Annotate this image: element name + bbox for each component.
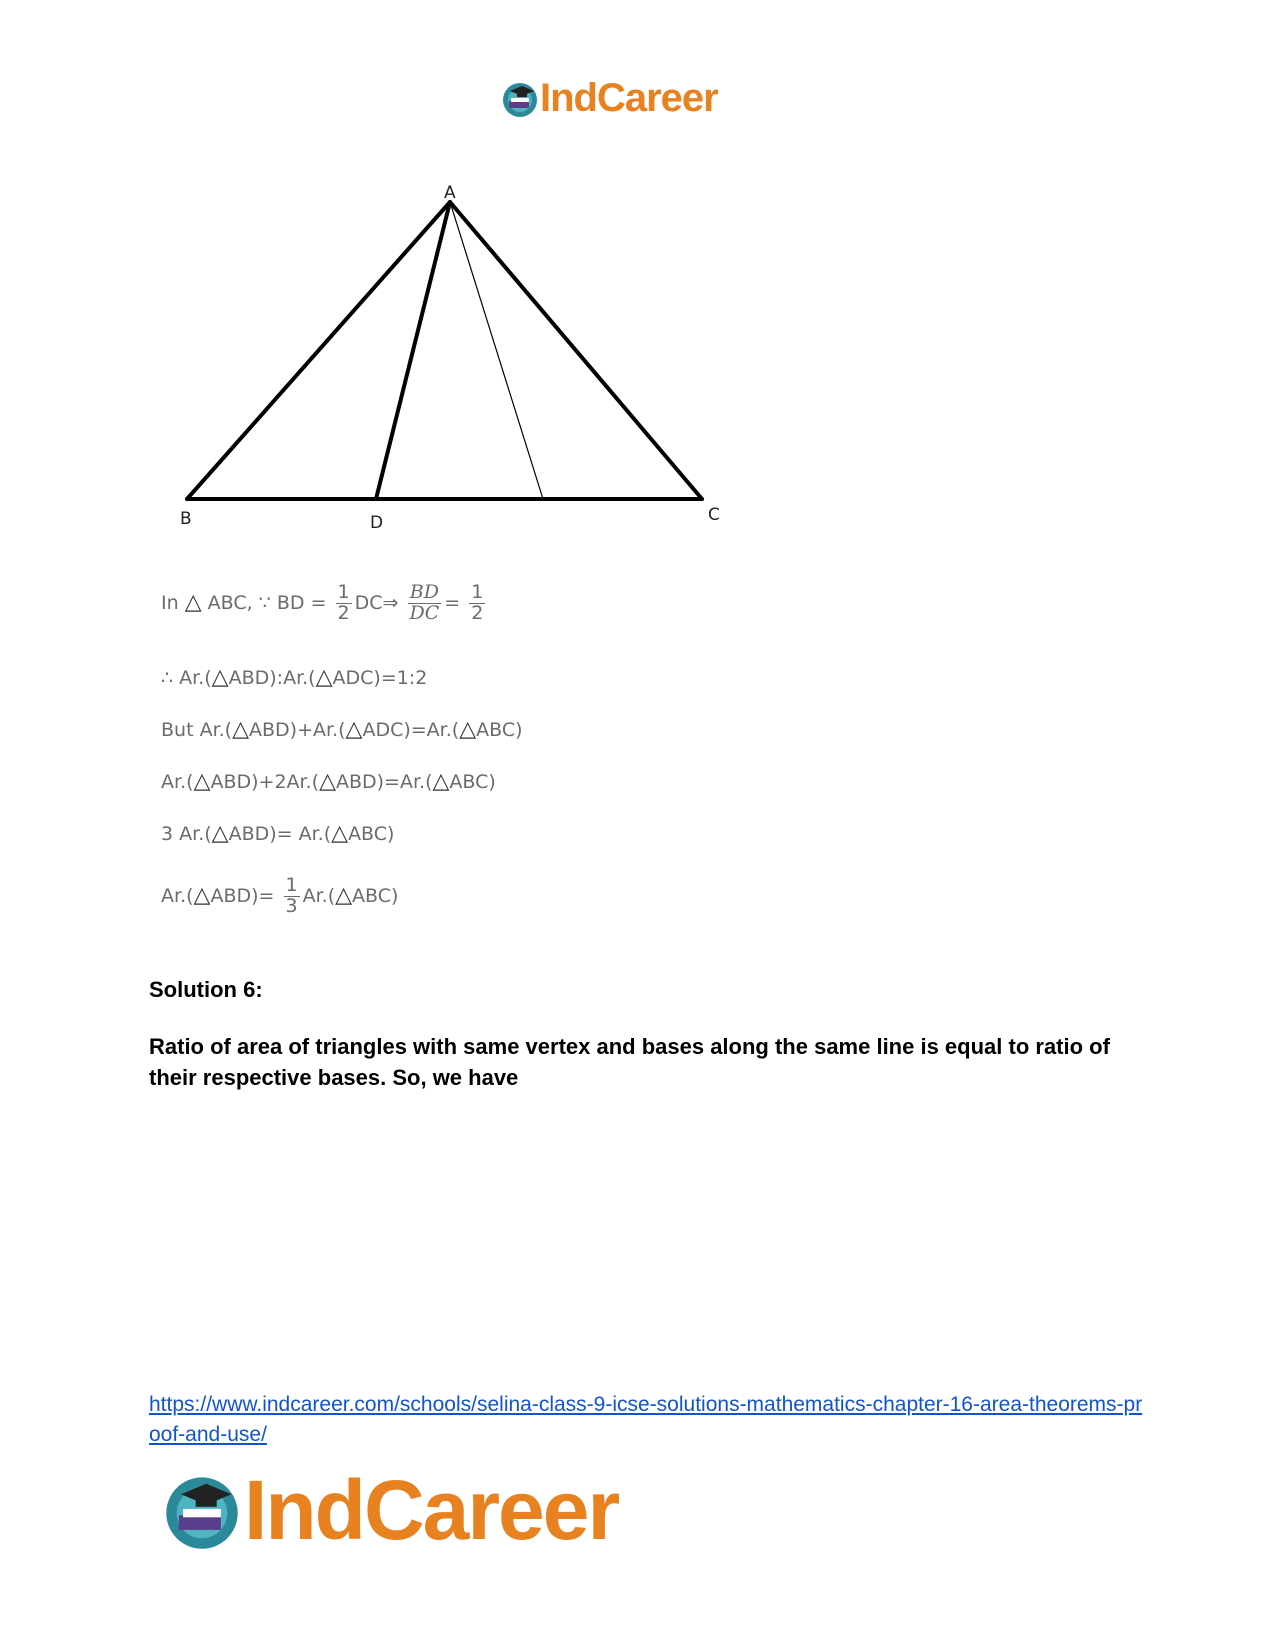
triangle-icon: △ xyxy=(211,821,229,846)
solution-heading: Solution 6: xyxy=(149,977,263,1002)
graduation-book-icon xyxy=(160,1469,244,1553)
math-line-5: 3 Ar.(△ABD)= Ar.(△ABC) xyxy=(161,821,395,846)
math-line-1: In △ ABC, ∵ BD = $\frac{1}{2}$ DC⇒ $\frac{BD}{DC}$ = $\frac{1}{2}$ xyxy=(161,581,484,624)
vertex-label-a: A xyxy=(444,185,456,203)
math-line-3: But Ar.(△ABD)+Ar.(△ADC)=Ar.(△ABC) xyxy=(161,717,523,742)
math-line-2: ∴ Ar.(△ABD):Ar.(△ADC)=1:2 xyxy=(161,665,428,690)
solution-text: Ratio of area of triangles with same vertex and bases along the same line is equal to ratio of their respective bases. So, we have xyxy=(149,1034,1110,1090)
triangle-icon: △ xyxy=(459,717,477,742)
math-line-4: Ar.(△ABD)+2Ar.(△ABD)=Ar.(△ABC) xyxy=(161,769,496,794)
fraction-bd-dc: $\frac{BD}{DC}$ xyxy=(409,581,440,624)
vertex-label-b: B xyxy=(180,509,192,529)
triangle-icon: △ xyxy=(184,589,202,615)
fraction-third: $\frac{1}{3}$ xyxy=(285,874,298,917)
vertex-label-d: D xyxy=(370,513,384,533)
triangle-icon: △ xyxy=(193,769,211,794)
triangle-icon: △ xyxy=(319,769,336,794)
side-ac xyxy=(450,202,702,499)
fraction-half: $\frac{1}{2}$ xyxy=(337,581,350,624)
footer-logo xyxy=(160,1462,618,1559)
triangle-icon: △ xyxy=(315,665,333,690)
logo-text: IndCareer xyxy=(244,1463,619,1557)
triangle-icon: △ xyxy=(345,717,363,742)
triangle-icon: △ xyxy=(432,769,450,794)
logo-text: IndCareer xyxy=(540,76,718,120)
triangle-icon: △ xyxy=(331,821,349,846)
triangle-icon: △ xyxy=(335,882,353,908)
triangle-icon: △ xyxy=(211,665,229,690)
segment-ae xyxy=(450,202,543,499)
source-link[interactable]: https://www.indcareer.com/schools/selina-class-9-icse-solutions-mathematics-chapter-16-area-theorems-proof-and-use/ xyxy=(149,1393,1143,1446)
math-line-6: Ar.(△ABD)= $\frac{1}{3}$ Ar.(△ABC) xyxy=(161,874,399,917)
triangle-icon: △ xyxy=(232,717,250,742)
side-ab xyxy=(187,202,450,499)
graduation-book-icon xyxy=(500,79,540,119)
triangle-icon: △ xyxy=(193,882,211,908)
vertex-label-c: C xyxy=(708,505,720,525)
fraction-result: $\frac{1}{2}$ xyxy=(471,581,484,624)
header-logo xyxy=(500,76,718,121)
triangle-diagram xyxy=(170,185,730,545)
